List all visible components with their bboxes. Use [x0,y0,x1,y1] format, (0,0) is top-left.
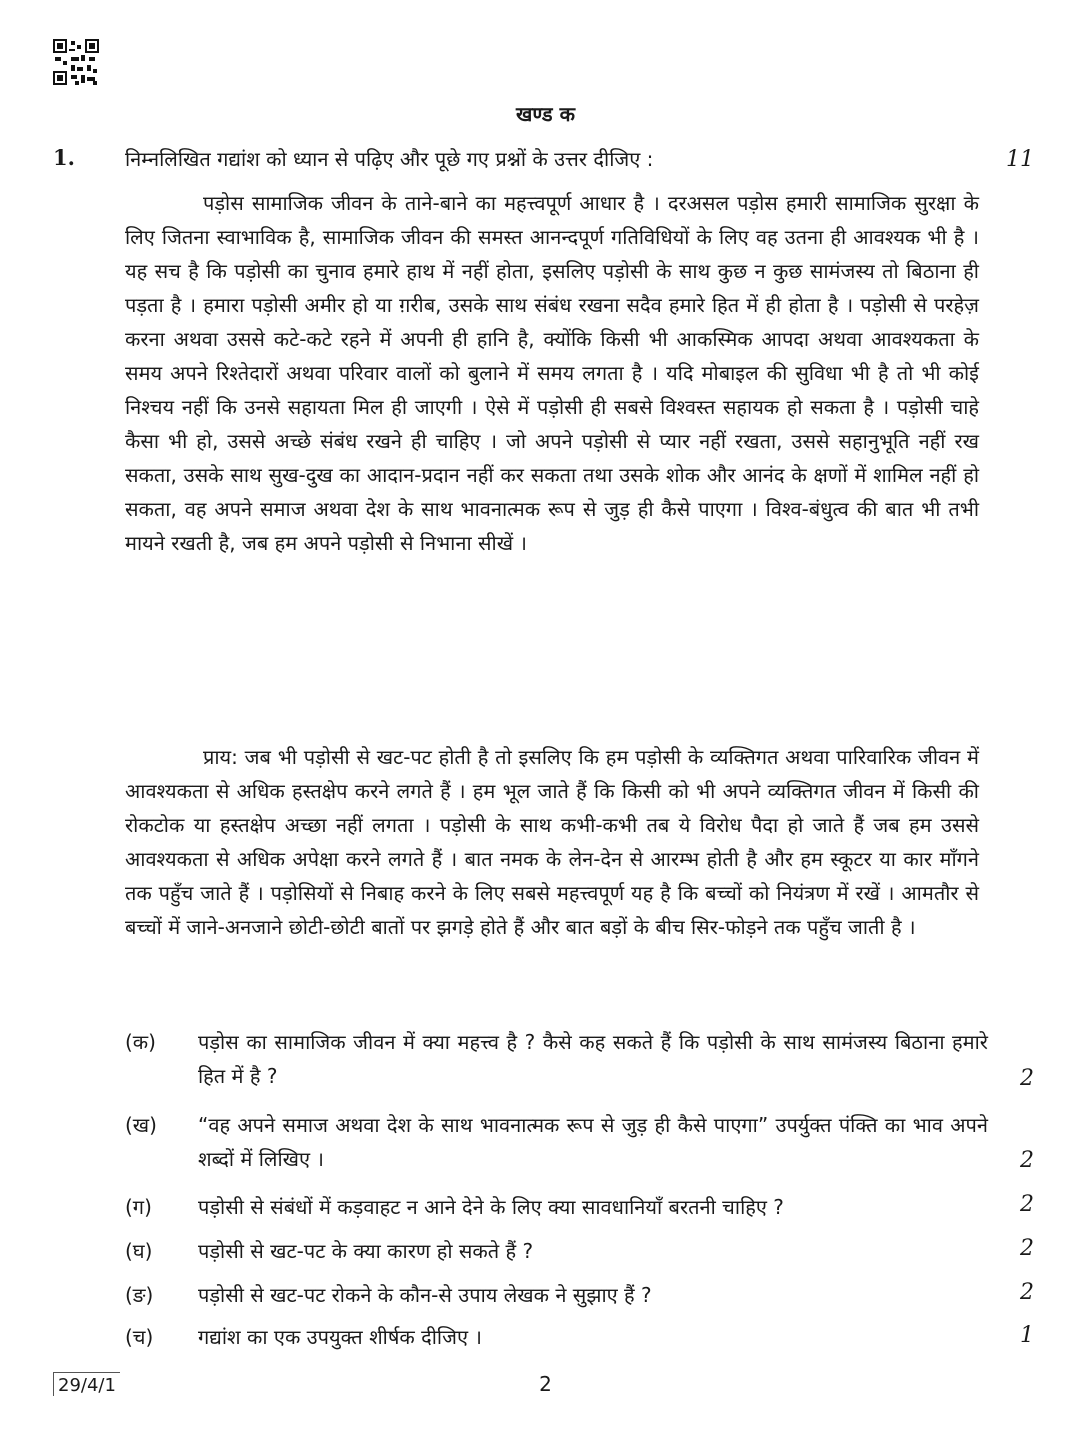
sub-question-label: (घ) [125,1239,153,1263]
passage-paragraph-1: पड़ोस सामाजिक जीवन के ताने-बाने का महत्त्वपूर्ण आधार है । दरअसल पड़ोस हमारी सामाजिक सुरक्षा के लिए जितना स्वाभाविक है, सामाजिक जीवन की समस्त आनन्दपूर्ण गतिविधियों के लिए वह उतना ही आवश्यक भी है । यह सच है कि पड़ोसी का चुनाव हमारे हाथ में नहीं होता, इसलिए पड़ोसी के साथ कुछ न कुछ सामंजस्य तो बिठाना ही पड़ता है । हमारा पड़ोसी अमीर हो या ग़रीब, उसके साथ संबंध रखना सदैव हमारे हित में ही होता है । पड़ोसी से परहेज़ करना अथवा उससे कटे-कटे रहने में अपनी ही हानि है, क्योंकि किसी भी आकस्मिक आपदा अथवा आवश्यकता के समय अपने रिश्तेदारों अथवा परिवार वालों को बुलाने में समय लगता है । यदि मोबाइल की सुविधा भी है तो भी कोई निश्चय नहीं कि उनसे सहायता मिल ही जाएगी । ऐसे में पड़ोसी ही सबसे विश्वस्त सहायक हो सकता है । पड़ोसी चाहे कैसा भी हो, उससे अच्छे संबंध रखने ही चाहिए । जो अपने पड़ोसी से प्यार नहीं रखता, उससे सहानुभूति नहीं रख सकता, उसके साथ सुख-दुख का आदान-प्रदान नहीं कर सकता तथा उसके शोक और आनंद के क्षणों में शामिल नहीं हो सकता, वह अपने समाज अथवा देश के साथ भावनात्मक रूप से जुड़ ही कैसे पाएगा । विश्व-बंधुत्व की बात भी तभी मायने रखती है, जब हम अपने पड़ोसी से निभाना सीखें । [125,191,979,555]
passage-paragraph-2: प्राय: जब भी पड़ोसी से खट-पट होती है तो इसलिए कि हम पड़ोसी के व्यक्तिगत अथवा पारिवारिक जीवन में आवश्यकता से अधिक हस्तक्षेप करने लगते हैं । हम भूल जाते हैं कि किसी को भी अपने व्यक्तिगत जीवन में किसी की रोकटोक या हस्तक्षेप अच्छा नहीं लगता । पड़ोसी के साथ कभी-कभी तब ये विरोध पैदा हो जाते हैं जब हम उससे आवश्यकता से अधिक अपेक्षा करने लगते हैं । बात नमक के लेन-देन से आरम्भ होती है और हम स्कूटर या कार माँगने तक पहुँच जाते हैं । पड़ोसियों से निबाह करने के लिए सबसे महत्त्वपूर्ण यह है कि बच्चों को नियंत्रण में रखें । आमतौर से बच्चों में जाने-अनजाने छोटी-छोटी बातों पर झगड़े होते हैं और बात बड़ों के बीच सिर-फोड़ने तक पहुँच जाती है । [125,745,979,939]
sub-question-text: पड़ोसी से संबंधों में कड़वाहट न आने देने के लिए क्या सावधानियाँ बरतनी चाहिए ? [198,1195,784,1219]
paper-code-text: 29/4/1 [58,1375,116,1396]
section-title: खण्ड क [516,102,575,126]
sub-question-label: (क) [125,1030,156,1054]
page-number: 2 [539,1372,552,1396]
sub-question-text: पड़ोसी से खट-पट के क्या कारण हो सकते हैं ? [198,1239,534,1263]
sub-question-label: (ख) [125,1113,157,1137]
question-marks: 11 [1006,147,1034,172]
sub-question-marks: 2 [1020,1192,1034,1217]
sub-question-text: पड़ोसी से खट-पट रोकने के कौन-से उपाय लेखक ने सुझाए हैं ? [198,1283,652,1307]
sub-question-text: “वह अपने समाज अथवा देश के साथ भावनात्मक रूप से जुड़ ही कैसे पाएगा” उपर्युक्त पंक्ति का भाव अपने शब्दों में लिखिए । [198,1113,988,1171]
sub-question-text: गद्यांश का एक उपयुक्त शीर्षक दीजिए । [198,1325,482,1349]
sub-question-marks: 2 [1020,1148,1034,1173]
question-instruction: निम्नलिखित गद्यांश को ध्यान से पढ़िए और पूछे गए प्रश्नों के उत्तर दीजिए : [125,147,654,171]
question-number: 1. [53,145,75,170]
sub-question-label: (च) [125,1325,154,1349]
qr-code-icon [53,39,99,85]
sub-question-marks: 2 [1020,1280,1034,1305]
sub-question-marks: 1 [1020,1323,1034,1348]
sub-question-marks: 2 [1020,1236,1034,1261]
sub-question-label: (ग) [125,1195,152,1219]
sub-question-marks: 2 [1020,1066,1034,1091]
sub-question-text: पड़ोस का सामाजिक जीवन में क्या महत्त्व है ? कैसे कह सकते हैं कि पड़ोसी के साथ सामंजस्य बिठाना हमारे हित में है ? [198,1030,988,1088]
sub-question-label: (ङ) [125,1283,154,1307]
